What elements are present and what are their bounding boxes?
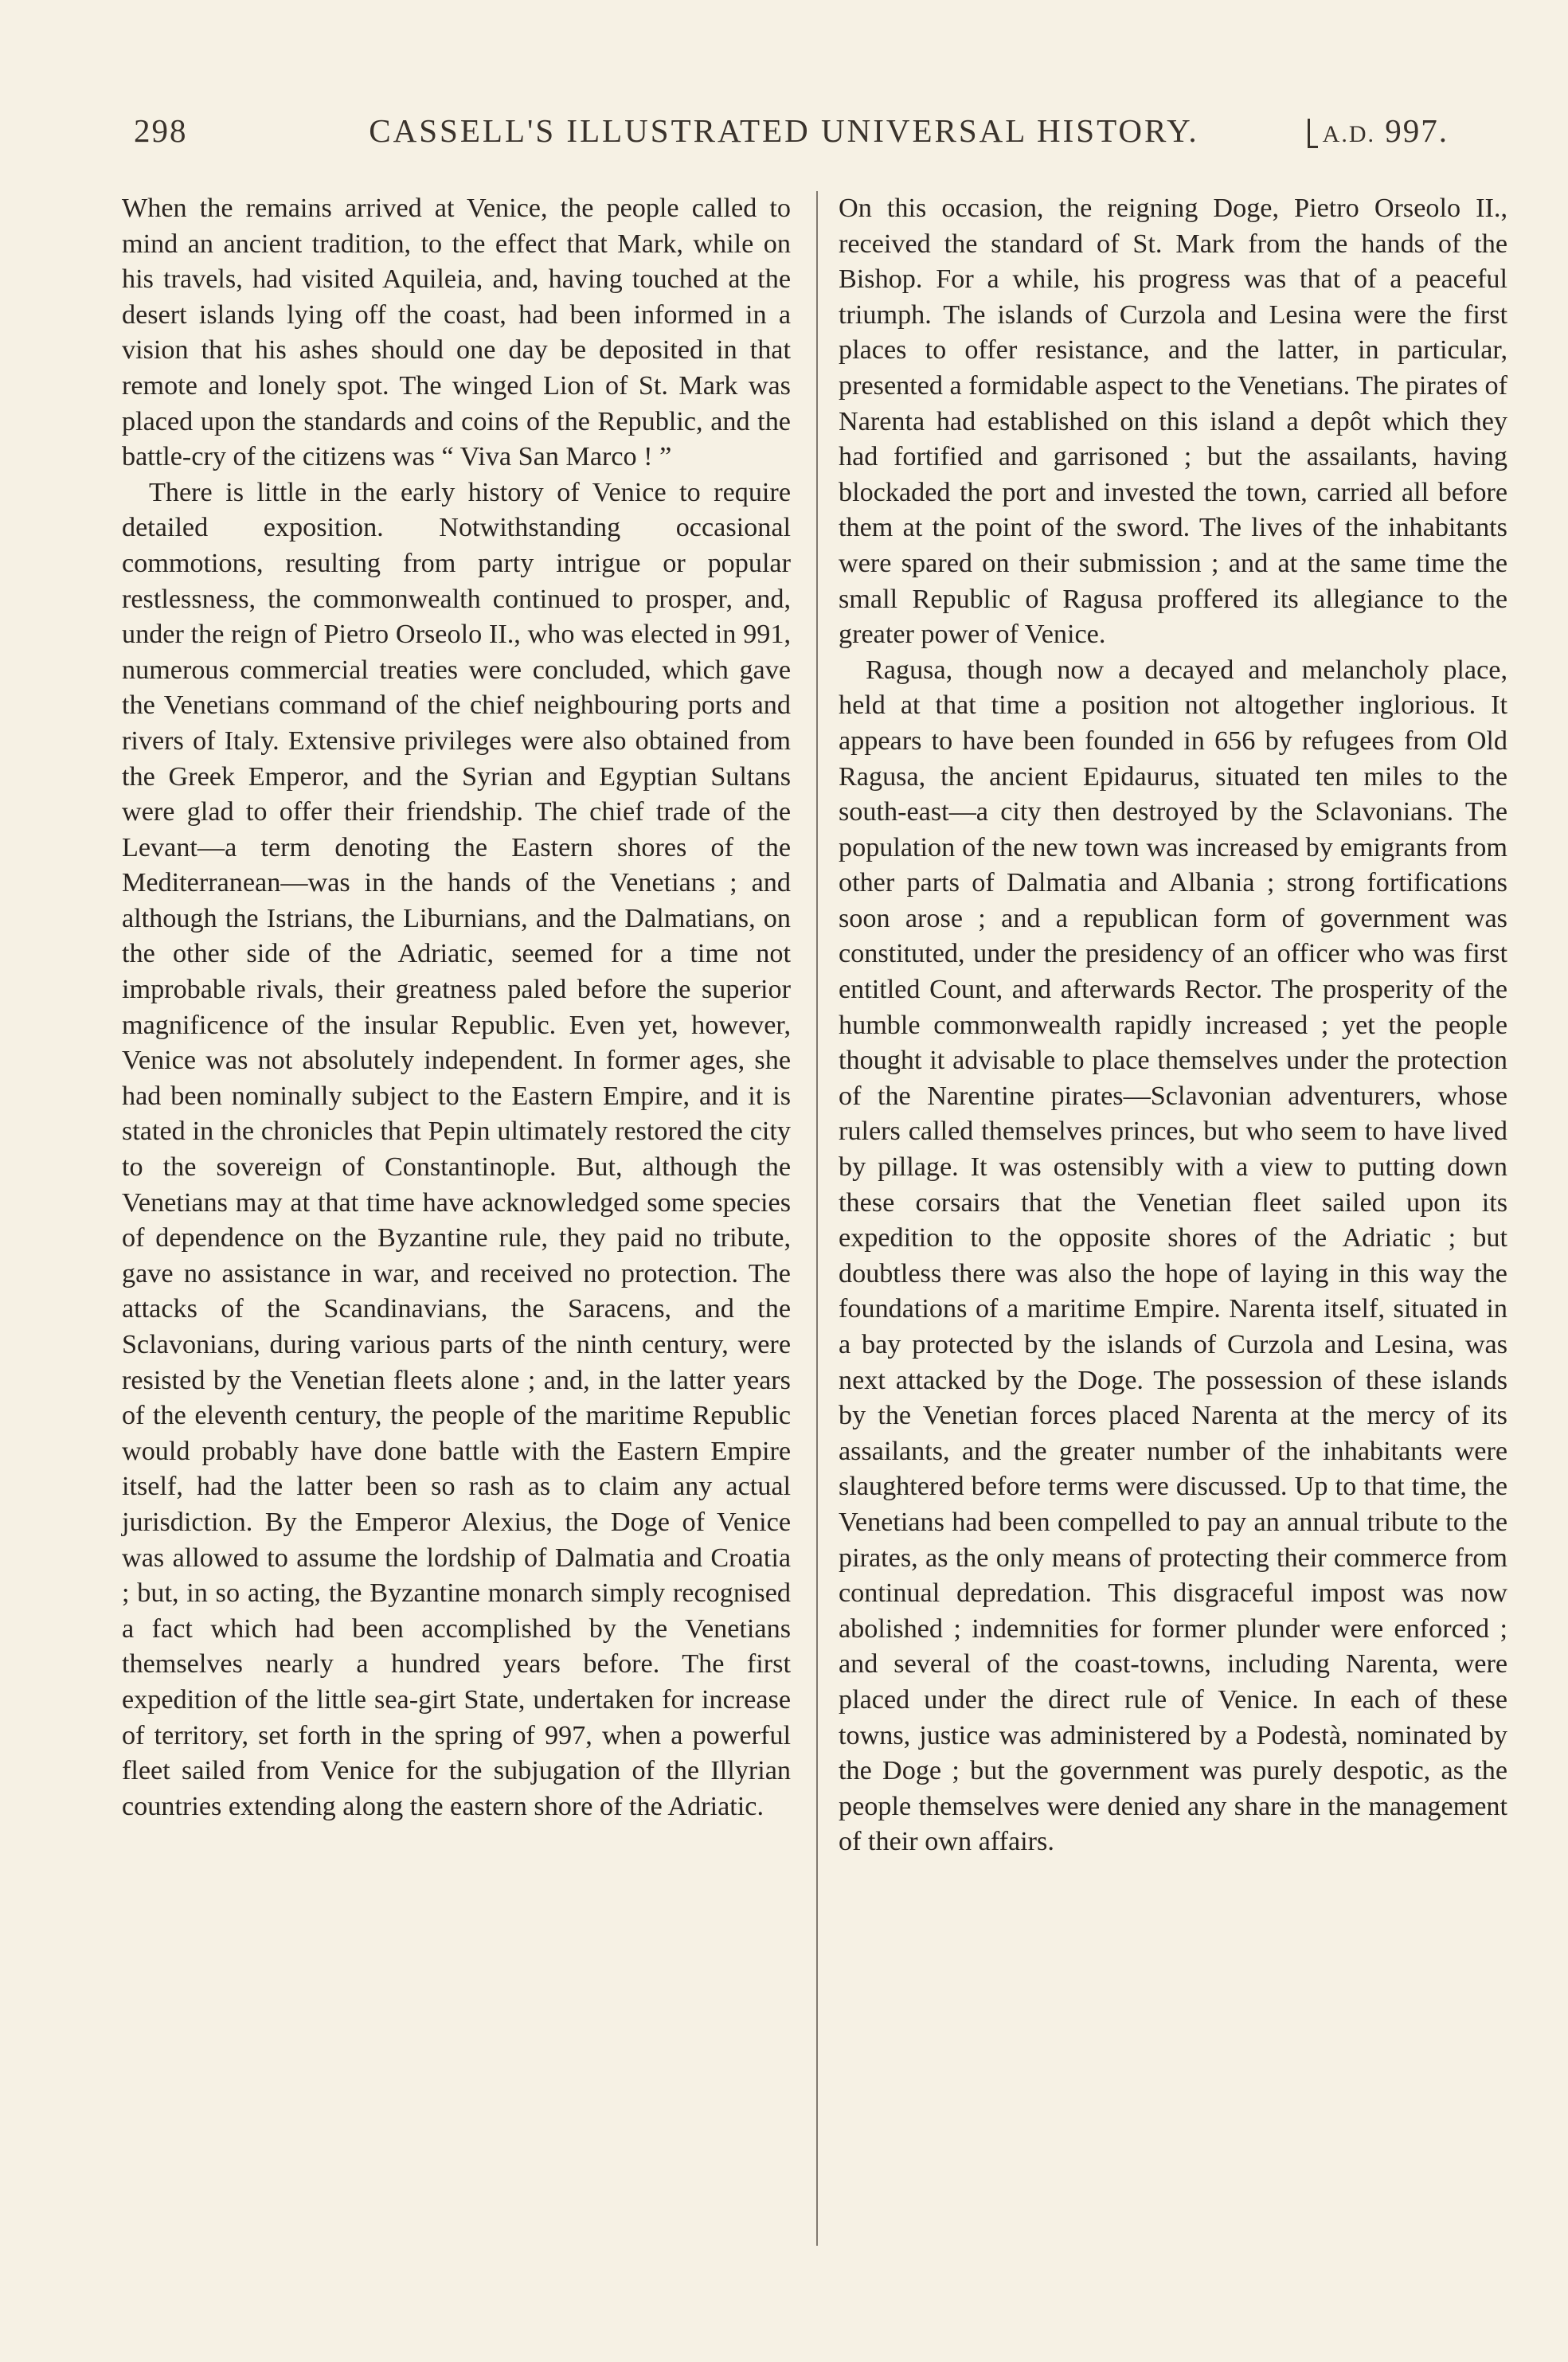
right-column	[839, 191, 1507, 1860]
date-era: A.D.	[1322, 121, 1375, 147]
right-paragraph-1: On this occasion, the reigning Doge, Pietro Orseolo II., received the standard of St. Mark from the hands of the Bishop. For a while, his progress was that of a peaceful triumph. The islands of Curzola and Lesina were the first places to offer resistance, and the latter, in particular, presented a formidable aspect to the Venetians. The pirates of Narenta had established on this island a depôt which they had fortified and garrisoned ; but the assailants, having blockaded the port and invested the town, carried all before them at the point of the sword. The lives of the inhabitants were spared on their submission ; and at the same time the small Republic of Ragusa proffered its allegiance to the greater power of Venice.	[839, 194, 1507, 650]
running-date	[1308, 111, 1449, 150]
page-number: 298	[134, 112, 188, 149]
left-column	[122, 191, 791, 1824]
right-paragraph-2: Ragusa, though now a decayed and melancholy place, held at that time a position not altogether inglorious. It appears to have been founded in 656 by refugees from Old Ragusa, the ancient Epidaurus, situated ten miles to the south-east—a city then destroyed by the Sclavonians. The population of the new town was increased by emigrants from other parts of Dalmatia and Albania ; strong fortifications soon arose ; and a republican form of government was constituted, under the presidency of an officer who was first entitled Count, and afterwards Rector. The prosperity of the humble commonwealth rapidly increased ; yet the people thought it advisable to place themselves under the protection of the Narentine pirates—Sclavonian adventurers, whose rulers called themselves princes, but who seem to have lived by pillage. It was ostensibly with a view to putting down these corsairs that the Venetian fleet sailed upon its expedition to the opposite shores of the Adriatic ; but doubtless there was also the hope of laying in this way the foundations of a maritime Empire. Narenta itself, situated in a bay protected by the islands of Curzola and Lesina, was next attacked by the Doge. The possession of these islands by the Venetian forces placed Narenta at the mercy of its assailants, and the greater number of the inhabitants were slaughtered before terms were discussed. Up to that time, the Venetians had been compelled to pay an annual tribute to the pirates, as the only means of protecting their commerce from continual depredation. This disgraceful impost was now abolished ; indemnities for former plunder were enforced ; and several of the coast-towns, including Narenta, were placed under the direct rule of Venice. In each of these towns, justice was administered by a Podestà, nominated by the Doge ; but the government was purely despotic, as the people themselves were denied any share in the management of their own affairs.	[839, 655, 1507, 1857]
date-year: 997.	[1385, 112, 1449, 149]
running-head	[119, 111, 1449, 151]
running-title: CASSELL'S ILLUSTRATED UNIVERSAL HISTORY.	[369, 112, 1199, 149]
left-paragraph-1: When the remains arrived at Venice, the people called to mind an ancient tradition, to the effect that Mark, while on his travels, had visited Aquileia, and, having touched at the desert islands lying off the coast, had been informed in a vision that his ashes should one day be deposited in that remote and lonely spot. The winged Lion of St. Mark was placed upon the standards and coins of the Republic, and the battle-cry of the citizens was “ Viva San Marco ! ”	[122, 194, 791, 472]
bracket-mark	[1308, 119, 1318, 148]
column-divider	[816, 191, 818, 2246]
left-paragraph-2: There is little in the early history of Venice to require detailed exposition. Notwithstanding occasional commotions, resulting from party intrigue or popular restlessness, the commonwealth continued to prosper, and, under the reign of Pietro Orseolo II., who was elected in 991, numerous commercial treaties were concluded, which gave the Venetians command of the chief neighbouring ports and rivers of Italy. Extensive privileges were also obtained from the Greek Emperor, and the Syrian and Egyptian Sultans were glad to offer their friendship. The chief trade of the Levant—a term denoting the Eastern shores of the Mediterranean—was in the hands of the Venetians ; and although the Istrians, the Liburnians, and the Dalmatians, on the other side of the Adriatic, seemed for a time not improbable rivals, their greatness paled before the superior magnificence of the insular Republic. Even yet, however, Venice was not absolutely independent. In former ages, she had been nominally subject to the Eastern Empire, and it is stated in the chronicles that Pepin ultimately restored the city to the sovereign of Constantinople. But, although the Venetians may at that time have acknowledged some species of dependence on the Byzantine rule, they paid no tribute, gave no assistance in war, and received no protection. The attacks of the Scandinavians, the Saracens, and the Sclavonians, during various parts of the ninth century, were resisted by the Venetian fleets alone ; and, in the latter years of the eleventh century, the people of the maritime Republic would probably have done battle with the Eastern Empire itself, had the latter been so rash as to claim any actual jurisdiction. By the Emperor Alexius, the Doge of Venice was allowed to assume the lordship of Dalmatia and Croatia ; but, in so acting, the Byzantine monarch simply recognised a fact which had been accomplished by the Venetians themselves nearly a hundred years before. The first expedition of the little sea-girt State, undertaken for increase of territory, set forth in the spring of 997, when a powerful fleet sailed from Venice for the subjugation of the Illyrian countries extending along the eastern shore of the Adriatic.	[122, 477, 791, 1821]
